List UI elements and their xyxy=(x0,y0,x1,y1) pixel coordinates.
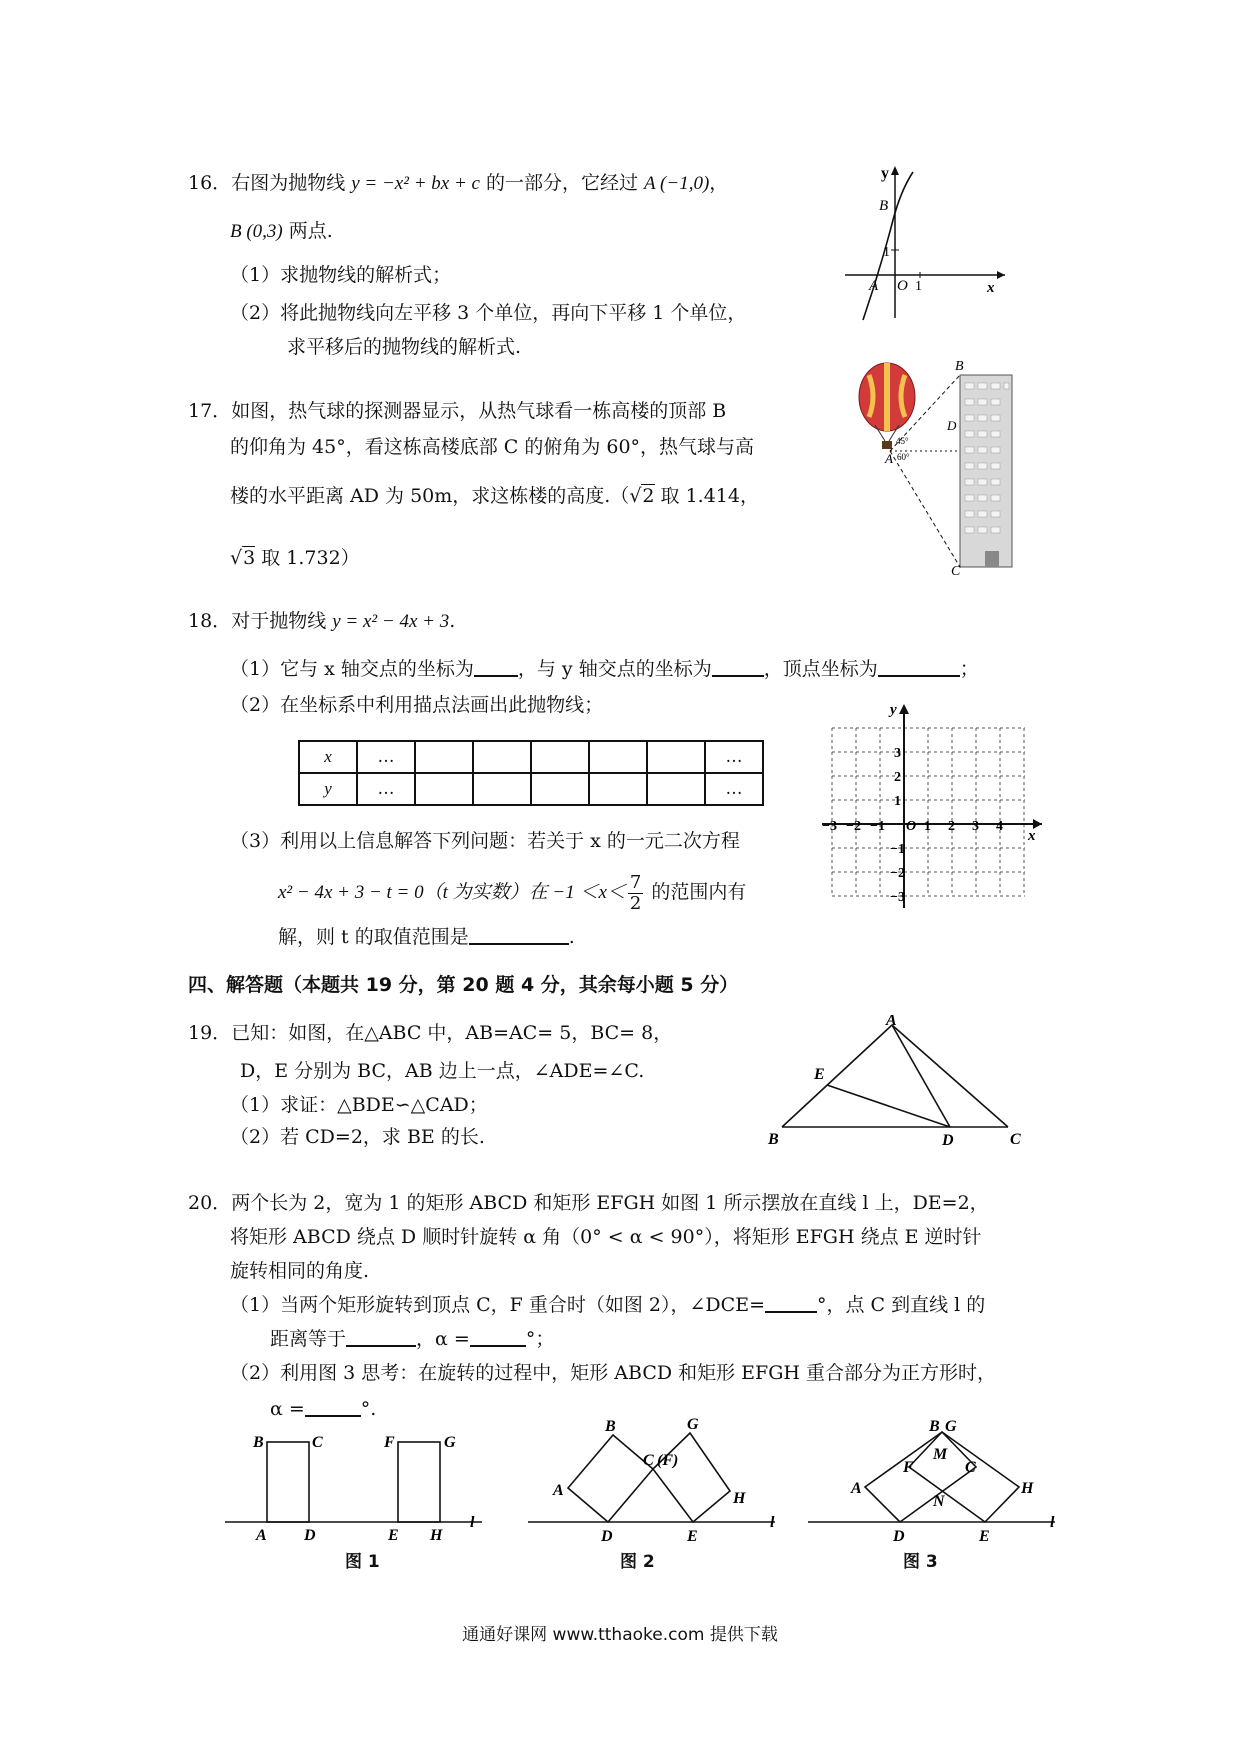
svg-text:4: 4 xyxy=(996,819,1003,834)
svg-text:C: C xyxy=(951,564,961,575)
q20-part2-cont: α = °. xyxy=(270,1398,377,1420)
svg-text:O: O xyxy=(897,278,908,294)
svg-text:B: B xyxy=(879,198,889,214)
table-row-y xyxy=(299,773,763,805)
q19-line1: 19．已知：如图，在△ABC 中，AB=AC= 5，BC= 8， xyxy=(188,1022,673,1044)
table-cell[interactable] xyxy=(647,741,705,773)
q20-figure-1 xyxy=(220,1425,490,1565)
fig2-caption: 图 2 xyxy=(620,1552,655,1572)
seven-halves-fraction: $\frac{7}{2}$ xyxy=(629,871,642,914)
svg-text:(F): (F) xyxy=(657,1452,679,1469)
svg-text:N: N xyxy=(933,1493,945,1510)
svg-text:E: E xyxy=(814,1066,825,1083)
q17-line2: 的仰角为 45°，看这栋高楼底部 C 的俯角为 60°，热气球与高 xyxy=(230,436,755,458)
svg-text:3: 3 xyxy=(894,746,901,761)
q19-part1: （1）求证：△BDE∽△CAD； xyxy=(230,1094,488,1116)
q16-line2: B (0,3) 两点. xyxy=(230,220,333,242)
table-cell: … xyxy=(705,773,763,805)
q20-blank-distance[interactable] xyxy=(346,1329,416,1347)
q20-line3: 旋转相同的角度. xyxy=(230,1260,370,1282)
svg-text:−1: −1 xyxy=(870,819,885,834)
svg-text:G: G xyxy=(444,1434,456,1451)
q16-part2a: （2）将此抛物线向左平移 3 个单位，再向下平移 1 个单位， xyxy=(230,302,747,324)
table-cell[interactable] xyxy=(647,773,705,805)
q19-part2: （2）若 CD=2，求 BE 的长. xyxy=(230,1126,485,1148)
table-cell[interactable] xyxy=(415,741,473,773)
svg-text:60°: 60° xyxy=(897,452,910,462)
svg-text:B: B xyxy=(955,359,964,374)
q18-value-table xyxy=(298,740,764,806)
svg-text:y: y xyxy=(890,702,897,718)
q18-part3d: 解，则 t 的取值范围是 . xyxy=(278,926,575,948)
svg-text:C: C xyxy=(965,1459,976,1476)
svg-text:M: M xyxy=(933,1446,948,1463)
svg-text:x: x xyxy=(987,280,995,296)
svg-text:D: D xyxy=(942,1132,954,1149)
q16-parabola-figure xyxy=(835,160,1015,325)
q20-line2: 将矩形 ABCD 绕点 D 顺时针旋转 α 角（0° < α < 90°），将矩形 EFGH 绕点 E 逆时针 xyxy=(230,1226,982,1248)
q20-blank-alpha2[interactable] xyxy=(305,1399,361,1417)
table-cell: y xyxy=(299,773,357,805)
svg-text:D: D xyxy=(947,418,957,433)
svg-text:l: l xyxy=(1050,1514,1055,1531)
fig3-caption: 图 3 xyxy=(903,1552,938,1572)
svg-text:B: B xyxy=(605,1418,616,1435)
q20-line1: 20．两个长为 2，宽为 1 的矩形 ABCD 和矩形 EFGH 如图 1 所示摆放在直线 l 上，DE=2， xyxy=(188,1192,989,1214)
svg-text:C: C xyxy=(643,1452,654,1469)
q20-part2: （2）利用图 3 思考：在旋转的过程中，矩形 ABCD 和矩形 EFGH 重合部分为正方形时， xyxy=(230,1362,997,1384)
svg-text:D: D xyxy=(601,1528,613,1545)
q20-figure-3 xyxy=(805,1405,1070,1565)
svg-text:1: 1 xyxy=(883,245,890,260)
table-cell[interactable] xyxy=(473,773,531,805)
table-cell: … xyxy=(357,741,415,773)
svg-text:−3: −3 xyxy=(822,819,837,834)
q16-part1: （1）求抛物线的解析式； xyxy=(230,264,452,286)
q18-part1: （1）它与 x 轴交点的坐标为 ，与 y 轴交点的坐标为 ，顶点坐标为 ； xyxy=(230,658,979,680)
svg-text:−2: −2 xyxy=(890,866,905,881)
q17-balloon-building-figure xyxy=(855,355,1030,575)
svg-text:C: C xyxy=(1010,1131,1021,1148)
svg-text:G: G xyxy=(687,1416,699,1433)
svg-text:H: H xyxy=(430,1527,443,1544)
table-cell[interactable] xyxy=(415,773,473,805)
q18-part3b: x² − 4x + 3 − t = 0（t 为实数）在 −1 ＜x＜ $\frac{7}{2}$ 的范围内有 xyxy=(278,871,747,914)
svg-text:B: B xyxy=(768,1131,779,1148)
table-cell[interactable] xyxy=(473,741,531,773)
q18-blank-t-range[interactable] xyxy=(469,927,569,945)
svg-text:O: O xyxy=(906,819,917,834)
page-footer: 通通好课网 www.tthaoke.com 提供下载 xyxy=(462,1625,778,1645)
svg-text:A: A xyxy=(885,451,893,466)
svg-text:G: G xyxy=(945,1418,957,1435)
svg-text:A: A xyxy=(553,1482,564,1499)
svg-text:E: E xyxy=(979,1528,990,1545)
fig1-caption: 图 1 xyxy=(345,1552,380,1572)
svg-text:−1: −1 xyxy=(890,842,905,857)
q18-blank-x-intercepts[interactable] xyxy=(474,659,518,677)
svg-text:E: E xyxy=(388,1527,399,1544)
svg-text:B: B xyxy=(929,1418,940,1435)
section4-heading: 四、解答题（本题共 19 分，第 20 题 4 分，其余每小题 5 分） xyxy=(188,974,739,996)
q18-coordinate-grid xyxy=(820,700,1045,910)
q19-line2: D，E 分别为 BC，AB 边上一点，∠ADE=∠C. xyxy=(240,1060,645,1082)
q16-part2b: 求平移后的抛物线的解析式. xyxy=(287,336,522,358)
q18-blank-y-intercept[interactable] xyxy=(712,659,764,677)
svg-text:y: y xyxy=(881,165,889,182)
svg-text:B: B xyxy=(253,1434,264,1451)
table-cell: … xyxy=(357,773,415,805)
svg-text:1: 1 xyxy=(924,819,931,834)
svg-text:l: l xyxy=(470,1514,475,1531)
svg-text:F: F xyxy=(384,1434,395,1451)
q17-line1: 17．如图，热气球的探测器显示，从热气球看一栋高楼的顶部 B xyxy=(188,400,727,422)
svg-text:l: l xyxy=(770,1514,775,1531)
svg-text:F: F xyxy=(903,1459,914,1476)
svg-text:−3: −3 xyxy=(890,890,905,905)
table-cell: x xyxy=(299,741,357,773)
table-cell[interactable] xyxy=(589,741,647,773)
svg-text:3: 3 xyxy=(972,819,979,834)
svg-text:2: 2 xyxy=(948,819,955,834)
q20-part1: （1）当两个矩形旋转到顶点 C，F 重合时（如图 2），∠DCE= °，点 C 到直线 l 的 xyxy=(230,1294,986,1316)
svg-text:E: E xyxy=(687,1528,698,1545)
q20-part1-cont: 距离等于 ，α = °； xyxy=(270,1328,555,1350)
svg-text:H: H xyxy=(733,1490,746,1507)
q20-blank-alpha1[interactable] xyxy=(470,1329,526,1347)
svg-text:A: A xyxy=(869,278,879,294)
svg-text:D: D xyxy=(893,1528,905,1545)
table-row-x xyxy=(299,741,763,773)
svg-text:A: A xyxy=(256,1527,267,1544)
svg-text:A: A xyxy=(851,1480,862,1497)
svg-text:1: 1 xyxy=(915,279,922,294)
q18-part3a: （3）利用以上信息解答下列问题：若关于 x 的一元二次方程 xyxy=(230,830,740,852)
table-cell[interactable] xyxy=(589,773,647,805)
q17-line3: 楼的水平距离 AD 为 50m，求这栋楼的高度.（√2 取 1.414， xyxy=(230,485,759,507)
svg-text:H: H xyxy=(1021,1480,1034,1497)
q18-part2: （2）在坐标系中利用描点法画出此抛物线； xyxy=(230,694,604,716)
table-cell: … xyxy=(705,741,763,773)
svg-text:−2: −2 xyxy=(846,819,861,834)
q18-line1: 18．对于抛物线 y = x² − 4x + 3. xyxy=(188,610,456,632)
q19-triangle-figure xyxy=(760,1015,1030,1150)
svg-text:45°: 45° xyxy=(896,436,909,446)
q20-figure-2 xyxy=(525,1405,790,1565)
q18-blank-vertex[interactable] xyxy=(878,659,960,677)
svg-text:A: A xyxy=(886,1015,897,1029)
svg-text:x: x xyxy=(1028,828,1036,844)
svg-text:D: D xyxy=(304,1527,316,1544)
table-cell[interactable] xyxy=(531,741,589,773)
svg-text:2: 2 xyxy=(894,770,901,785)
q17-line4: √3 取 1.732） xyxy=(230,547,360,569)
q20-blank-angle-dce[interactable] xyxy=(765,1295,817,1313)
q16-line1: 16．右图为抛物线 y = −x² + bx + c 的一部分，它经过 A (−1,0)， xyxy=(188,172,729,194)
svg-text:C: C xyxy=(312,1434,323,1451)
svg-text:1: 1 xyxy=(894,794,901,809)
table-cell[interactable] xyxy=(531,773,589,805)
